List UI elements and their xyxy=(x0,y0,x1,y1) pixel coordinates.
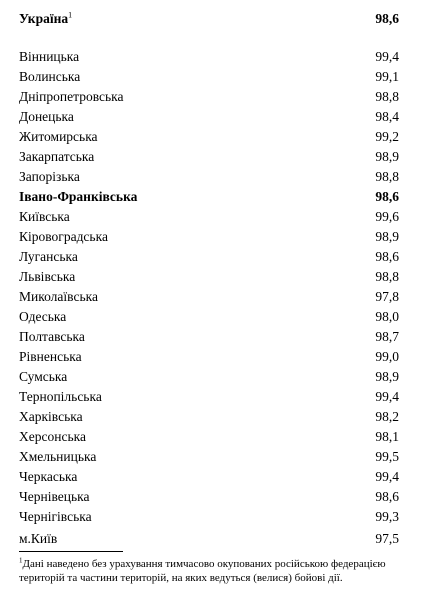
region-name: Херсонська xyxy=(19,429,86,444)
region-row xyxy=(19,287,399,307)
region-value: 98,6 xyxy=(375,489,399,504)
region-value: 98,1 xyxy=(375,429,399,444)
region-name: Вінницька xyxy=(19,49,80,64)
region-value: 98,8 xyxy=(375,169,399,184)
region-name: Чернівецька xyxy=(19,489,90,504)
region-row xyxy=(19,227,399,247)
region-row xyxy=(19,507,399,527)
region-value: 97,5 xyxy=(375,531,399,546)
region-value: 98,9 xyxy=(375,229,399,244)
footnote-text: Дані наведено без урахування тимчасово окупованих російською федерацією територій та частини територій, на яких ведуться (велися) бойові дії. xyxy=(19,558,386,584)
footnote-mark: 1 xyxy=(19,556,23,565)
region-value: 98,8 xyxy=(375,89,399,104)
region-name: м.Київ xyxy=(19,531,58,546)
region-name: Хмельницька xyxy=(19,449,97,464)
region-name: Житомирська xyxy=(19,129,98,144)
region-value: 98,9 xyxy=(375,149,399,164)
region-name: Львівська xyxy=(19,269,76,284)
region-name: Миколаївська xyxy=(19,289,98,304)
region-row xyxy=(19,267,399,287)
region-name: Тернопільська xyxy=(19,389,102,404)
region-row xyxy=(19,467,399,487)
region-value: 97,8 xyxy=(375,289,399,304)
region-name: Київська xyxy=(19,209,70,224)
region-value: 99,6 xyxy=(375,209,399,224)
region-value: 98,6 xyxy=(375,249,399,264)
region-name: Сумська xyxy=(19,369,68,384)
region-row xyxy=(19,67,399,87)
region-value: 99,3 xyxy=(375,509,399,524)
region-name: Чернігівська xyxy=(19,509,92,524)
total-row xyxy=(19,9,399,29)
region-row xyxy=(19,107,399,127)
region-row xyxy=(19,167,399,187)
region-value: 98,9 xyxy=(375,369,399,384)
region-row xyxy=(19,207,399,227)
region-row xyxy=(19,247,399,267)
region-value: 98,8 xyxy=(375,269,399,284)
region-value: 98,6 xyxy=(375,189,399,204)
region-name: Рівненська xyxy=(19,349,82,364)
region-row xyxy=(19,307,399,327)
footnote-reference: 1 xyxy=(68,10,73,20)
region-name: Одеська xyxy=(19,309,67,324)
region-value: 99,0 xyxy=(375,349,399,364)
region-row xyxy=(19,327,399,347)
region-row xyxy=(19,447,399,467)
region-name: Черкаська xyxy=(19,469,78,484)
region-name: Кіровоградська xyxy=(19,229,108,244)
footnote-divider xyxy=(19,551,123,552)
region-row xyxy=(19,407,399,427)
region-value: 99,5 xyxy=(375,449,399,464)
region-row-highlighted xyxy=(19,187,399,207)
region-name: Дніпропетровська xyxy=(19,89,124,104)
region-name: Закарпатська xyxy=(19,149,95,164)
region-value: 99,1 xyxy=(375,69,399,84)
region-row xyxy=(19,529,399,549)
region-value: 98,4 xyxy=(375,109,399,124)
region-row xyxy=(19,87,399,107)
region-row xyxy=(19,347,399,367)
region-row xyxy=(19,387,399,407)
region-value: 99,2 xyxy=(375,129,399,144)
region-row xyxy=(19,127,399,147)
footnote xyxy=(19,557,424,585)
total-name: Україна xyxy=(19,11,69,26)
region-value: 98,0 xyxy=(375,309,399,324)
region-value: 99,4 xyxy=(375,389,399,404)
region-value: 99,4 xyxy=(375,49,399,64)
region-name: Луганська xyxy=(19,249,78,264)
region-row xyxy=(19,487,399,507)
region-row xyxy=(19,367,399,387)
region-name: Івано-Франківська xyxy=(19,189,138,204)
region-value: 98,2 xyxy=(375,409,399,424)
region-name: Харківська xyxy=(19,409,83,424)
total-value: 98,6 xyxy=(375,11,399,26)
region-value: 98,7 xyxy=(375,329,399,344)
total-label xyxy=(19,9,72,29)
region-name: Донецька xyxy=(19,109,74,124)
region-row xyxy=(19,47,399,67)
region-name: Запорізька xyxy=(19,169,80,184)
region-row xyxy=(19,147,399,167)
region-name: Полтавська xyxy=(19,329,85,344)
region-row xyxy=(19,427,399,447)
region-name: Волинська xyxy=(19,69,81,84)
region-value: 99,4 xyxy=(375,469,399,484)
